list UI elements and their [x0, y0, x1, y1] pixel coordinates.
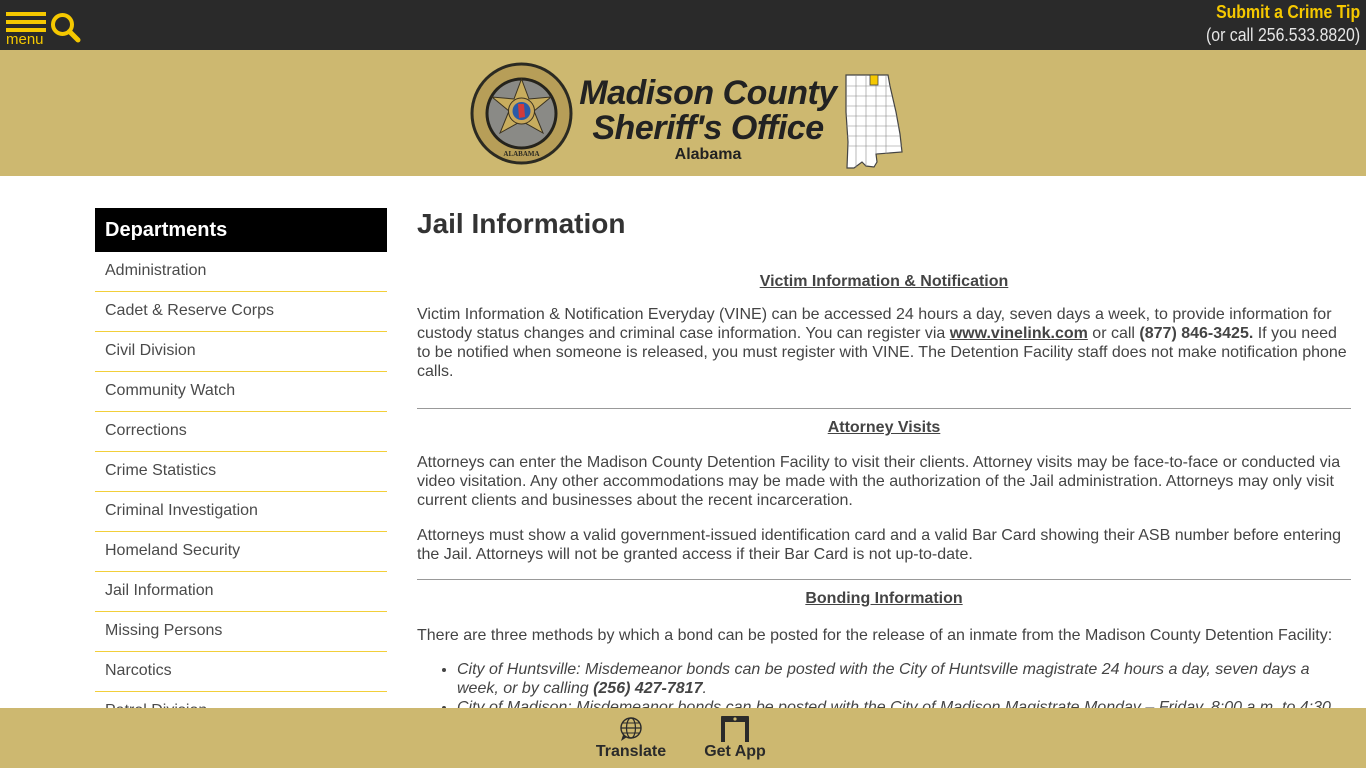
translate-label: Translate — [595, 743, 667, 760]
sidebar-item-cadet-reserve-corps[interactable]: Cadet & Reserve Corps — [95, 292, 387, 332]
bonding-intro: There are three methods by which a bond can be posted for the release of an inmate from the Madison County Detention Facility: — [417, 627, 1333, 644]
sidebar-item-criminal-investigation[interactable]: Criminal Investigation — [95, 492, 387, 532]
sidebar-item-civil-division[interactable]: Civil Division — [95, 332, 387, 372]
search-icon — [50, 12, 82, 44]
section-divider — [417, 579, 1351, 580]
attorney-visits-paragraph-2: Attorneys must show a valid government-issued identification card and a valid Bar Card showing their ASB number before entering the Jail. Attorneys will not be granted access if their Bar Card is not up-to-date. — [417, 527, 1342, 563]
seal-text: ALABAMA — [503, 150, 540, 158]
sheriff-badge-icon[interactable] — [469, 61, 574, 166]
victim-info-text: Victim Information & Notification Everyday (VINE) can be accessed 24 hours a day, seven days a week, to provide information for custody status changes and criminal case information. You can register via — [417, 306, 1332, 342]
sidebar-item-administration[interactable]: Administration — [95, 252, 387, 292]
main-content — [417, 205, 1351, 717]
departments-sidebar — [95, 208, 387, 732]
list-item — [457, 660, 1351, 698]
bond-method-tail: . — [702, 680, 707, 697]
section-divider — [417, 408, 1351, 409]
madison-county-highlight — [870, 75, 878, 85]
section-title-victim-info: Victim Information & Notification — [759, 273, 1009, 290]
top-bar — [0, 0, 1366, 50]
sidebar-item-crime-statistics[interactable]: Crime Statistics — [95, 452, 387, 492]
bottom-action-bar — [0, 708, 1366, 768]
brand-subtitle: Alabama — [674, 146, 742, 163]
sidebar-item-narcotics[interactable]: Narcotics — [95, 652, 387, 692]
sidebar-item-jail-information[interactable]: Jail Information — [95, 572, 387, 612]
bond-method-text: City of Huntsville: Misdemeanor bonds can be posted with the City of Huntsville magistrate 24 hours a day, seven days a week, or by calling — [457, 661, 1310, 697]
brand-title-line1: Madison County — [579, 74, 837, 112]
menu-button[interactable] — [6, 10, 48, 48]
brand-title-line2: Sheriff's Office — [592, 109, 824, 147]
victim-info-paragraph — [417, 305, 1351, 381]
crime-tip-link[interactable] — [1185, 2, 1360, 47]
section-title-bonding-info: Bonding Information — [805, 590, 963, 607]
victim-info-text: If you need to be notified when someone is released, you must register with VINE. The Detention Facility staff does not make notification phone calls. — [417, 325, 1347, 380]
victim-info-text: or call — [1087, 325, 1140, 342]
hamburger-icon-bar — [6, 20, 46, 24]
sidebar-item-homeland-security[interactable]: Homeland Security — [95, 532, 387, 572]
vine-phone: (877) 846-3425. — [1139, 325, 1254, 342]
crime-tip-phone: (or call 256.533.8820) — [1205, 25, 1360, 45]
crime-tip-label[interactable]: Submit a Crime Tip — [1215, 2, 1360, 22]
sidebar-item-corrections[interactable]: Corrections — [95, 412, 387, 452]
globe-icon — [617, 716, 645, 742]
translate-button[interactable] — [594, 708, 668, 768]
hamburger-icon — [6, 12, 46, 16]
sidebar-item-missing-persons[interactable]: Missing Persons — [95, 612, 387, 652]
search-button[interactable] — [50, 12, 82, 44]
huntsville-phone: (256) 427-7817 — [593, 680, 703, 697]
get-app-button[interactable] — [702, 708, 768, 768]
get-app-label: Get App — [704, 743, 766, 760]
vinelink-link[interactable]: www.vinelink.com — [949, 325, 1088, 342]
phone-icon — [721, 716, 749, 742]
sidebar-heading: Departments — [95, 208, 387, 252]
attorney-visits-paragraph-1: Attorneys can enter the Madison County Detention Facility to visit their clients. Attorney visits may be face-to-face or conducted via video visitation. Any other accommodations may be made with the authorization of the Jail administration. Attorneys may only visit current clients and businesses about the recent incarceration. — [417, 454, 1341, 509]
alabama-map-icon — [840, 72, 906, 170]
menu-label: menu — [6, 31, 44, 48]
site-brand[interactable] — [578, 76, 838, 164]
page-title: Jail Information — [417, 208, 626, 239]
section-title-attorney-visits: Attorney Visits — [827, 419, 941, 436]
sidebar-item-community-watch[interactable]: Community Watch — [95, 372, 387, 412]
